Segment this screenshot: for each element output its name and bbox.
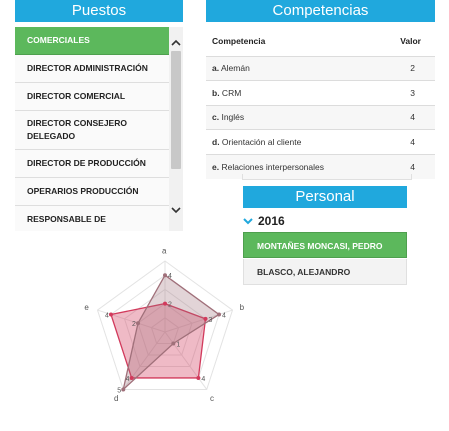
radar-point xyxy=(171,341,175,345)
puestos-header: Puestos xyxy=(15,0,183,22)
radar-point-label: 3 xyxy=(208,316,213,324)
table-row[interactable] xyxy=(206,130,435,155)
radar-point xyxy=(204,317,208,321)
scrollbar-thumb[interactable] xyxy=(171,51,181,169)
valor-cell: 4 xyxy=(378,105,435,130)
valor-cell: 4 xyxy=(378,154,435,179)
radar-point-label: 4 xyxy=(222,312,226,320)
year-label: 2016 xyxy=(258,214,285,228)
radar-axis-label: d xyxy=(114,394,119,404)
competencia-letter: b. xyxy=(212,87,220,98)
competencia-letter: e. xyxy=(212,161,220,172)
valor-cell: 3 xyxy=(378,81,435,106)
competencia-cell xyxy=(206,130,378,155)
puesto-item[interactable]: RESPONSABLE DE xyxy=(15,206,169,231)
competencia-letter: a. xyxy=(212,63,220,74)
radar-point xyxy=(163,273,167,277)
competencia-letter: d. xyxy=(212,136,220,147)
radar-point xyxy=(109,312,113,316)
puesto-item[interactable]: OPERARIOS PRODUCCIÓN xyxy=(15,178,169,206)
valor-cell: 4 xyxy=(378,130,435,155)
puestos-scrollbar[interactable] xyxy=(169,27,183,231)
competencia-name: Orientación al cliente xyxy=(219,136,302,147)
radar-point xyxy=(217,312,221,316)
radar-axis-label: c xyxy=(209,394,214,404)
puesto-item[interactable]: DIRECTOR COMERCIAL xyxy=(15,83,169,111)
radar-point-label: 2 xyxy=(168,301,172,309)
chevron-up-icon[interactable] xyxy=(169,35,183,49)
puestos-list xyxy=(15,27,183,231)
column-header-valor: Valor xyxy=(400,35,421,46)
radar-point-label: 4 xyxy=(125,375,130,383)
radar-chart xyxy=(40,240,270,428)
puesto-item[interactable]: DIRECTOR CONSEJERO DELEGADO xyxy=(15,111,169,150)
radar-axis-label: b xyxy=(239,302,245,312)
radar-point-label: 1 xyxy=(176,341,181,349)
radar-point xyxy=(136,321,140,325)
competencias-scroll[interactable] xyxy=(242,174,412,180)
column-header-competencia: Competencia xyxy=(212,35,266,46)
chevron-down-icon xyxy=(243,217,253,225)
radar-point xyxy=(163,302,167,306)
competencia-name: CRM xyxy=(219,87,242,98)
radar-point-label: 2 xyxy=(131,321,136,329)
table-row[interactable] xyxy=(206,105,435,130)
competencia-cell xyxy=(206,105,378,130)
puesto-item[interactable]: COMERCIALES xyxy=(15,27,169,55)
competencia-name: Relaciones interpersonales xyxy=(219,161,324,172)
person-item[interactable]: BLASCO, ALEJANDRO xyxy=(243,259,407,285)
radar-point-label: 4 xyxy=(201,375,206,383)
radar-point-label: 5 xyxy=(117,387,122,395)
competencia-name: Inglés xyxy=(219,112,245,123)
valor-cell: 2 xyxy=(378,56,435,81)
competencias-table xyxy=(206,26,435,179)
person-item[interactable]: MONTAÑES MONCASI, PEDRO xyxy=(243,232,407,258)
personal-header: Personal xyxy=(243,186,407,208)
radar-point-label: 4 xyxy=(104,312,109,320)
competencia-name: Alemán xyxy=(219,63,250,74)
competencias-panel xyxy=(206,0,435,175)
competencia-letter: c. xyxy=(212,112,220,123)
year-toggle[interactable] xyxy=(243,214,285,228)
puestos-panel xyxy=(15,0,183,231)
table-row[interactable] xyxy=(206,56,435,81)
chevron-down-icon[interactable] xyxy=(169,203,183,217)
table-row[interactable] xyxy=(206,81,435,106)
radar-point-label: 4 xyxy=(168,273,172,281)
radar-point xyxy=(121,387,125,391)
radar-point xyxy=(130,376,134,380)
competencia-cell xyxy=(206,56,378,81)
competencias-header: Competencias xyxy=(206,0,435,22)
competencia-cell xyxy=(206,81,378,106)
radar-point xyxy=(196,376,200,380)
puesto-item[interactable]: DIRECTOR DE PRODUCCIÓN xyxy=(15,150,169,178)
puesto-item[interactable]: DIRECTOR ADMINISTRACIÓN xyxy=(15,55,169,83)
radar-axis-label: a xyxy=(162,246,167,256)
puestos-items xyxy=(15,27,169,231)
radar-axis-label: e xyxy=(84,302,89,312)
